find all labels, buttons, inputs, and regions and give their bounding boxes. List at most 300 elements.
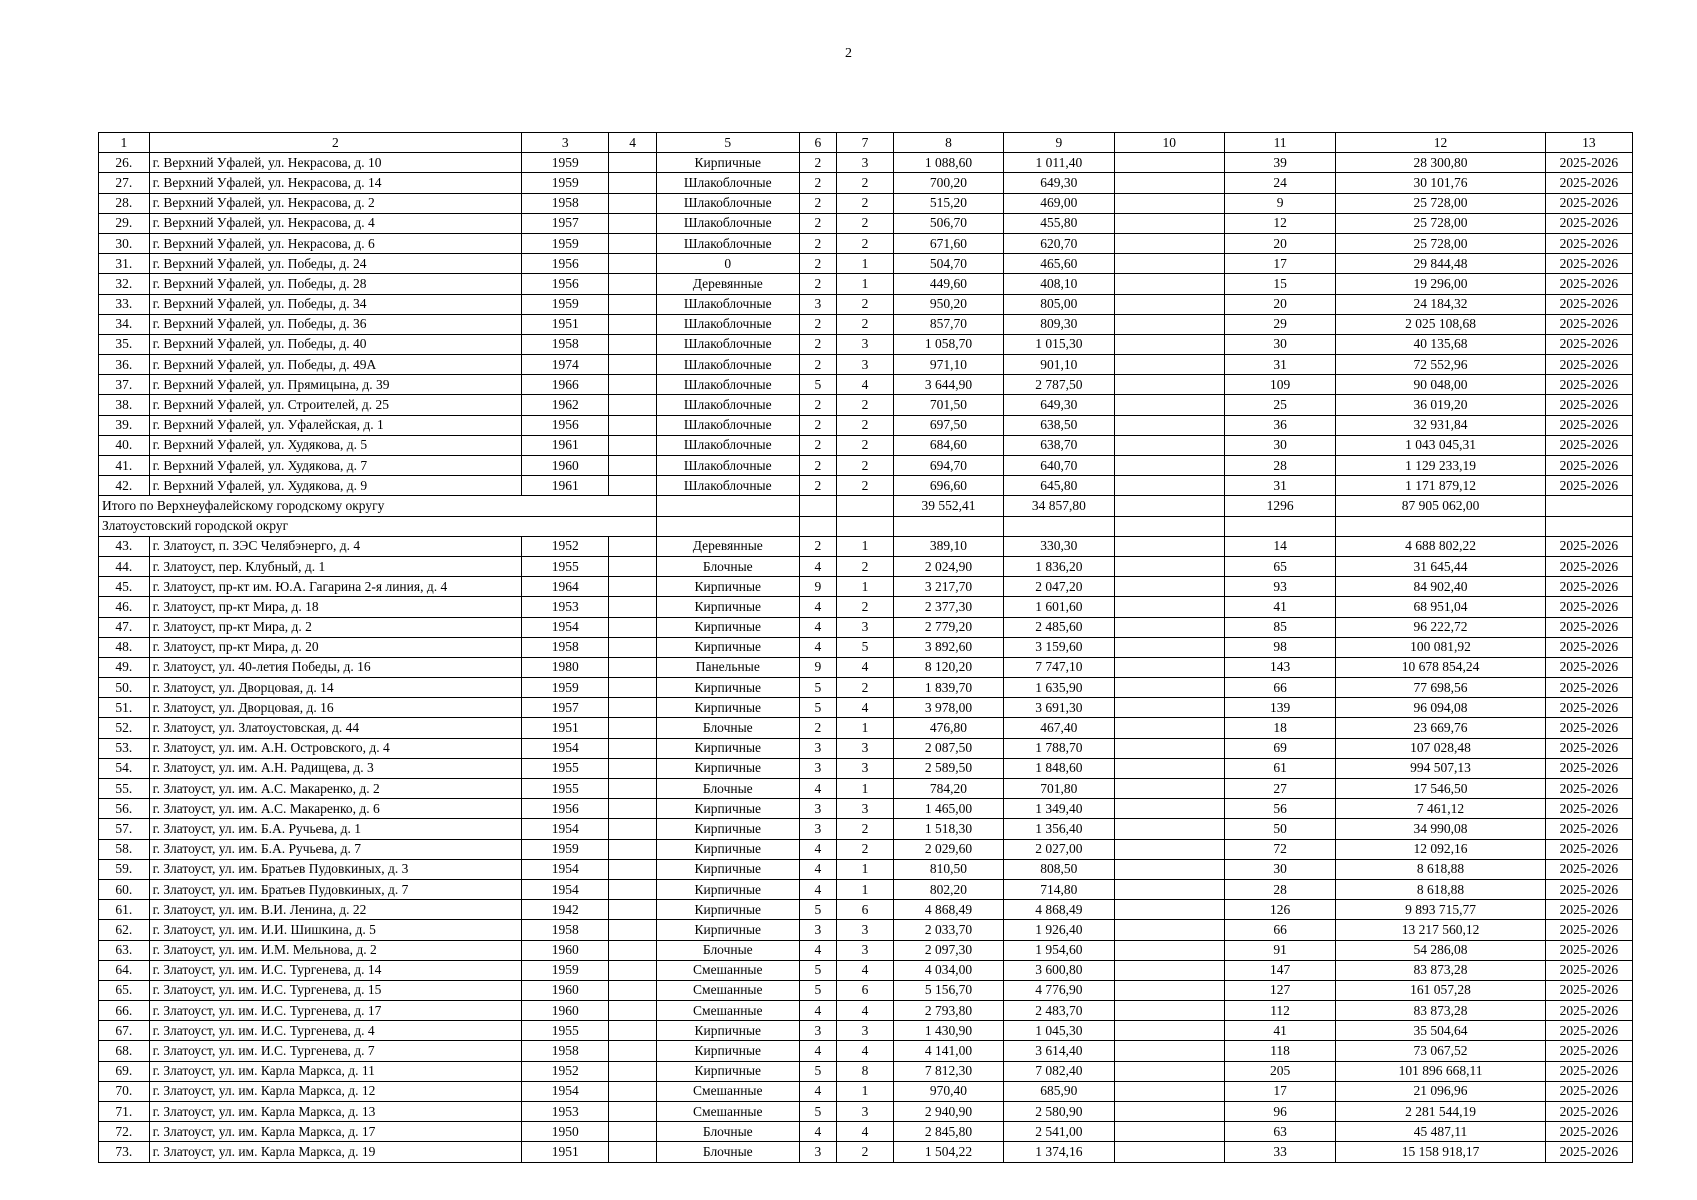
table-row xyxy=(99,254,1633,274)
address-cell: г. Верхний Уфалей, ул. Некрасова, д. 6 xyxy=(149,233,522,253)
wall-material-cell: Блочные xyxy=(656,718,799,738)
col4-cell xyxy=(609,193,657,213)
col10-cell xyxy=(1114,779,1224,799)
cost-cell: 4 688 802,22 xyxy=(1336,536,1546,556)
total-area-cell: 970,40 xyxy=(893,1081,1003,1101)
col10-cell xyxy=(1114,819,1224,839)
period-cell: 2025-2026 xyxy=(1545,556,1632,576)
living-area-cell: 408,10 xyxy=(1004,274,1114,294)
row-number-cell: 56. xyxy=(99,799,150,819)
entrances-cell: 2 xyxy=(837,556,894,576)
period-cell: 2025-2026 xyxy=(1545,173,1632,193)
total-area-cell: 2 779,20 xyxy=(893,617,1003,637)
address-cell: г. Верхний Уфалей, ул. Некрасова, д. 4 xyxy=(149,213,522,233)
total-area-cell: 802,20 xyxy=(893,879,1003,899)
cost-cell: 77 698,56 xyxy=(1336,678,1546,698)
col10-cell xyxy=(1114,213,1224,233)
period-cell: 2025-2026 xyxy=(1545,435,1632,455)
wall-material-cell: Шлакоблочные xyxy=(656,375,799,395)
page-number: 2 xyxy=(845,46,852,61)
living-area-cell: 1 788,70 xyxy=(1004,738,1114,758)
residents-cell: 98 xyxy=(1224,637,1335,657)
cost-cell: 23 669,76 xyxy=(1336,718,1546,738)
floors-cell: 4 xyxy=(799,637,836,657)
floors-cell: 2 xyxy=(799,718,836,738)
row-number-cell: 30. xyxy=(99,233,150,253)
cost-cell: 15 158 918,17 xyxy=(1336,1142,1546,1162)
row-number-cell: 34. xyxy=(99,314,150,334)
cost-cell: 2 281 544,19 xyxy=(1336,1102,1546,1122)
period-cell: 2025-2026 xyxy=(1545,1061,1632,1081)
cost-cell: 90 048,00 xyxy=(1336,375,1546,395)
column-number: 7 xyxy=(837,133,894,153)
table-row xyxy=(99,657,1633,677)
entrances-cell: 4 xyxy=(837,1122,894,1142)
total-area-cell: 4 141,00 xyxy=(893,1041,1003,1061)
entrances-cell: 6 xyxy=(837,980,894,1000)
entrances-cell: 3 xyxy=(837,1021,894,1041)
subtotal-living-area: 34 857,80 xyxy=(1004,496,1114,516)
entrances-cell: 2 xyxy=(837,678,894,698)
col10-cell xyxy=(1114,859,1224,879)
entrances-cell: 2 xyxy=(837,456,894,476)
total-area-cell: 2 377,30 xyxy=(893,597,1003,617)
address-cell: г. Верхний Уфалей, ул. Победы, д. 49А xyxy=(149,355,522,375)
wall-material-cell: Кирпичные xyxy=(656,153,799,173)
wall-material-cell: Кирпичные xyxy=(656,900,799,920)
col4-cell xyxy=(609,758,657,778)
entrances-cell: 3 xyxy=(837,920,894,940)
living-area-cell: 1 045,30 xyxy=(1004,1021,1114,1041)
year-built-cell: 1959 xyxy=(522,839,609,859)
col10-cell xyxy=(1114,900,1224,920)
period-cell: 2025-2026 xyxy=(1545,718,1632,738)
year-built-cell: 1951 xyxy=(522,718,609,738)
row-number-cell: 35. xyxy=(99,334,150,354)
row-number-cell: 64. xyxy=(99,960,150,980)
address-cell: г. Златоуст, ул. им. Карла Маркса, д. 12 xyxy=(149,1081,522,1101)
cost-cell: 19 296,00 xyxy=(1336,274,1546,294)
period-cell: 2025-2026 xyxy=(1545,1041,1632,1061)
col10-cell xyxy=(1114,193,1224,213)
year-built-cell: 1954 xyxy=(522,859,609,879)
floors-cell: 9 xyxy=(799,657,836,677)
residents-cell: 17 xyxy=(1224,254,1335,274)
residents-cell: 20 xyxy=(1224,233,1335,253)
residents-cell: 28 xyxy=(1224,879,1335,899)
year-built-cell: 1951 xyxy=(522,1142,609,1162)
living-area-cell: 1 635,90 xyxy=(1004,678,1114,698)
floors-cell: 4 xyxy=(799,859,836,879)
living-area-cell: 7 747,10 xyxy=(1004,657,1114,677)
col10-cell xyxy=(1114,960,1224,980)
cost-cell: 100 081,92 xyxy=(1336,637,1546,657)
table-row xyxy=(99,859,1633,879)
address-cell: г. Верхний Уфалей, ул. Победы, д. 24 xyxy=(149,254,522,274)
col4-cell xyxy=(609,577,657,597)
row-number-cell: 42. xyxy=(99,476,150,496)
row-number-cell: 32. xyxy=(99,274,150,294)
col10-cell xyxy=(1114,1061,1224,1081)
col10-cell xyxy=(1114,1041,1224,1061)
address-cell: г. Златоуст, п. ЗЭС Челябэнерго, д. 4 xyxy=(149,536,522,556)
wall-material-cell: Шлакоблочные xyxy=(656,456,799,476)
year-built-cell: 1953 xyxy=(522,597,609,617)
subtotal-row xyxy=(99,496,1633,516)
total-area-cell: 950,20 xyxy=(893,294,1003,314)
col4-cell xyxy=(609,334,657,354)
address-cell: г. Златоуст, пр-кт Мира, д. 2 xyxy=(149,617,522,637)
table-row xyxy=(99,536,1633,556)
col4-cell xyxy=(609,415,657,435)
col10-cell xyxy=(1114,1021,1224,1041)
total-area-cell: 3 892,60 xyxy=(893,637,1003,657)
address-cell: г. Златоуст, пер. Клубный, д. 1 xyxy=(149,556,522,576)
period-cell: 2025-2026 xyxy=(1545,334,1632,354)
residents-cell: 109 xyxy=(1224,375,1335,395)
period-cell: 2025-2026 xyxy=(1545,758,1632,778)
table-row xyxy=(99,213,1633,233)
col4-cell xyxy=(609,213,657,233)
wall-material-cell: Смешанные xyxy=(656,980,799,1000)
row-number-cell: 69. xyxy=(99,1061,150,1081)
address-cell: г. Златоуст, ул. им. Карла Маркса, д. 11 xyxy=(149,1061,522,1081)
living-area-cell: 1 601,60 xyxy=(1004,597,1114,617)
total-area-cell: 971,10 xyxy=(893,355,1003,375)
period-cell: 2025-2026 xyxy=(1545,678,1632,698)
wall-material-cell: Деревянные xyxy=(656,536,799,556)
col4-cell xyxy=(609,819,657,839)
total-area-cell: 2 097,30 xyxy=(893,940,1003,960)
year-built-cell: 1955 xyxy=(522,1021,609,1041)
living-area-cell: 714,80 xyxy=(1004,879,1114,899)
row-number-cell: 45. xyxy=(99,577,150,597)
col4-cell xyxy=(609,718,657,738)
section-title: Златоустовский городской округ xyxy=(99,516,657,536)
floors-cell: 2 xyxy=(799,233,836,253)
entrances-cell: 2 xyxy=(837,435,894,455)
column-number: 8 xyxy=(893,133,1003,153)
cost-cell: 30 101,76 xyxy=(1336,173,1546,193)
col10-cell xyxy=(1114,1001,1224,1021)
period-cell: 2025-2026 xyxy=(1545,637,1632,657)
column-number-row xyxy=(99,133,1633,153)
table-row xyxy=(99,839,1633,859)
total-area-cell: 4 034,00 xyxy=(893,960,1003,980)
column-number: 13 xyxy=(1545,133,1632,153)
col4-cell xyxy=(609,839,657,859)
period-cell: 2025-2026 xyxy=(1545,213,1632,233)
entrances-cell: 1 xyxy=(837,879,894,899)
address-cell: г. Златоуст, ул. им. И.С. Тургенева, д. 15 xyxy=(149,980,522,1000)
section-header-row xyxy=(99,516,1633,536)
total-area-cell: 2 029,60 xyxy=(893,839,1003,859)
total-area-cell: 2 087,50 xyxy=(893,738,1003,758)
living-area-cell: 2 027,00 xyxy=(1004,839,1114,859)
period-cell: 2025-2026 xyxy=(1545,617,1632,637)
floors-cell: 2 xyxy=(799,173,836,193)
entrances-cell: 3 xyxy=(837,940,894,960)
col10-cell xyxy=(1114,254,1224,274)
address-cell: г. Златоуст, ул. им. Братьев Пудовкиных, д. 7 xyxy=(149,879,522,899)
residents-cell: 28 xyxy=(1224,456,1335,476)
year-built-cell: 1955 xyxy=(522,779,609,799)
table-row xyxy=(99,314,1633,334)
entrances-cell: 4 xyxy=(837,1041,894,1061)
table-row xyxy=(99,940,1633,960)
cost-cell: 1 043 045,31 xyxy=(1336,435,1546,455)
year-built-cell: 1954 xyxy=(522,879,609,899)
col4-cell xyxy=(609,536,657,556)
year-built-cell: 1954 xyxy=(522,617,609,637)
address-cell: г. Златоуст, ул. им. Карла Маркса, д. 19 xyxy=(149,1142,522,1162)
floors-cell: 4 xyxy=(799,940,836,960)
entrances-cell: 2 xyxy=(837,476,894,496)
residents-cell: 15 xyxy=(1224,274,1335,294)
cost-cell: 83 873,28 xyxy=(1336,1001,1546,1021)
table-row xyxy=(99,375,1633,395)
address-cell: г. Златоуст, ул. им. Братьев Пудовкиных, д. 3 xyxy=(149,859,522,879)
entrances-cell: 5 xyxy=(837,637,894,657)
wall-material-cell: Шлакоблочные xyxy=(656,233,799,253)
residents-cell: 29 xyxy=(1224,314,1335,334)
floors-cell: 2 xyxy=(799,213,836,233)
floors-cell: 4 xyxy=(799,839,836,859)
col10-cell xyxy=(1114,980,1224,1000)
wall-material-cell: Шлакоблочные xyxy=(656,193,799,213)
address-cell: г. Златоуст, ул. Дворцовая, д. 14 xyxy=(149,678,522,698)
address-cell: г. Верхний Уфалей, ул. Некрасова, д. 14 xyxy=(149,173,522,193)
wall-material-cell: Кирпичные xyxy=(656,1041,799,1061)
col4-cell xyxy=(609,1041,657,1061)
row-number-cell: 73. xyxy=(99,1142,150,1162)
residents-cell: 41 xyxy=(1224,1021,1335,1041)
address-cell: г. Верхний Уфалей, ул. Уфалейская, д. 1 xyxy=(149,415,522,435)
residents-cell: 56 xyxy=(1224,799,1335,819)
year-built-cell: 1954 xyxy=(522,819,609,839)
cost-cell: 72 552,96 xyxy=(1336,355,1546,375)
address-cell: г. Златоуст, ул. им. В.И. Ленина, д. 22 xyxy=(149,900,522,920)
residents-cell: 27 xyxy=(1224,779,1335,799)
column-number: 12 xyxy=(1336,133,1546,153)
year-built-cell: 1951 xyxy=(522,314,609,334)
period-cell: 2025-2026 xyxy=(1545,657,1632,677)
cost-cell: 12 092,16 xyxy=(1336,839,1546,859)
entrances-cell: 1 xyxy=(837,779,894,799)
cost-cell: 83 873,28 xyxy=(1336,960,1546,980)
cost-cell: 28 300,80 xyxy=(1336,153,1546,173)
col10-cell xyxy=(1114,334,1224,354)
living-area-cell: 2 483,70 xyxy=(1004,1001,1114,1021)
table-row xyxy=(99,718,1633,738)
entrances-cell: 1 xyxy=(837,254,894,274)
row-number-cell: 31. xyxy=(99,254,150,274)
period-cell: 2025-2026 xyxy=(1545,355,1632,375)
floors-cell: 4 xyxy=(799,1041,836,1061)
wall-material-cell: Шлакоблочные xyxy=(656,334,799,354)
year-built-cell: 1960 xyxy=(522,456,609,476)
address-cell: г. Верхний Уфалей, ул. Прямицына, д. 39 xyxy=(149,375,522,395)
floors-cell: 3 xyxy=(799,920,836,940)
cost-cell: 1 171 879,12 xyxy=(1336,476,1546,496)
address-cell: г. Верхний Уфалей, ул. Победы, д. 36 xyxy=(149,314,522,334)
residents-cell: 9 xyxy=(1224,193,1335,213)
col4-cell xyxy=(609,799,657,819)
table-row xyxy=(99,153,1633,173)
floors-cell: 2 xyxy=(799,355,836,375)
col4-cell xyxy=(609,294,657,314)
year-built-cell: 1957 xyxy=(522,213,609,233)
year-built-cell: 1959 xyxy=(522,153,609,173)
year-built-cell: 1959 xyxy=(522,294,609,314)
col4-cell xyxy=(609,233,657,253)
table-row xyxy=(99,1001,1633,1021)
address-cell: г. Верхний Уфалей, ул. Худякова, д. 5 xyxy=(149,435,522,455)
row-number-cell: 29. xyxy=(99,213,150,233)
floors-cell: 2 xyxy=(799,476,836,496)
floors-cell: 3 xyxy=(799,819,836,839)
year-built-cell: 1959 xyxy=(522,173,609,193)
table-row xyxy=(99,678,1633,698)
table-row xyxy=(99,1102,1633,1122)
period-cell: 2025-2026 xyxy=(1545,1142,1632,1162)
total-area-cell: 2 793,80 xyxy=(893,1001,1003,1021)
wall-material-cell: Смешанные xyxy=(656,1102,799,1122)
address-cell: г. Златоуст, ул. 40-летия Победы, д. 16 xyxy=(149,657,522,677)
col4-cell xyxy=(609,657,657,677)
col10-cell xyxy=(1114,1102,1224,1122)
wall-material-cell: Кирпичные xyxy=(656,1061,799,1081)
floors-cell: 5 xyxy=(799,698,836,718)
residents-cell: 30 xyxy=(1224,859,1335,879)
subtotal-total-area: 39 552,41 xyxy=(893,496,1003,516)
table-row xyxy=(99,1041,1633,1061)
col4-cell xyxy=(609,476,657,496)
column-number: 4 xyxy=(609,133,657,153)
address-cell: г. Златоуст, пр-кт им. Ю.А. Гагарина 2-я линия, д. 4 xyxy=(149,577,522,597)
entrances-cell: 3 xyxy=(837,617,894,637)
cost-cell: 994 507,13 xyxy=(1336,758,1546,778)
period-cell: 2025-2026 xyxy=(1545,415,1632,435)
row-number-cell: 38. xyxy=(99,395,150,415)
period-cell: 2025-2026 xyxy=(1545,779,1632,799)
floors-cell: 4 xyxy=(799,1122,836,1142)
residents-cell: 33 xyxy=(1224,1142,1335,1162)
residents-cell: 93 xyxy=(1224,577,1335,597)
floors-cell: 2 xyxy=(799,456,836,476)
row-number-cell: 65. xyxy=(99,980,150,1000)
row-number-cell: 44. xyxy=(99,556,150,576)
living-area-cell: 4 776,90 xyxy=(1004,980,1114,1000)
col10-cell xyxy=(1114,476,1224,496)
row-number-cell: 60. xyxy=(99,879,150,899)
residents-cell: 147 xyxy=(1224,960,1335,980)
entrances-cell: 4 xyxy=(837,960,894,980)
address-cell: г. Златоуст, ул. им. И.И. Шишкина, д. 5 xyxy=(149,920,522,940)
row-number-cell: 28. xyxy=(99,193,150,213)
col4-cell xyxy=(609,274,657,294)
wall-material-cell: Шлакоблочные xyxy=(656,415,799,435)
total-area-cell: 857,70 xyxy=(893,314,1003,334)
address-cell: г. Златоуст, ул. им. А.Н. Островского, д. 4 xyxy=(149,738,522,758)
residents-cell: 30 xyxy=(1224,334,1335,354)
row-number-cell: 72. xyxy=(99,1122,150,1142)
col4-cell xyxy=(609,617,657,637)
table-row xyxy=(99,274,1633,294)
total-area-cell: 515,20 xyxy=(893,193,1003,213)
table-row xyxy=(99,900,1633,920)
col10-cell xyxy=(1114,375,1224,395)
year-built-cell: 1980 xyxy=(522,657,609,677)
col10-cell xyxy=(1114,1081,1224,1101)
year-built-cell: 1974 xyxy=(522,355,609,375)
floors-cell: 2 xyxy=(799,536,836,556)
column-number: 11 xyxy=(1224,133,1335,153)
residents-cell: 20 xyxy=(1224,294,1335,314)
wall-material-cell: Кирпичные xyxy=(656,839,799,859)
address-cell: г. Златоуст, ул. Дворцовая, д. 16 xyxy=(149,698,522,718)
row-number-cell: 27. xyxy=(99,173,150,193)
wall-material-cell: Шлакоблочные xyxy=(656,294,799,314)
col10-cell xyxy=(1114,698,1224,718)
address-cell: г. Златоуст, ул. им. Б.А. Ручьева, д. 7 xyxy=(149,839,522,859)
total-area-cell: 2 033,70 xyxy=(893,920,1003,940)
table-row xyxy=(99,879,1633,899)
living-area-cell: 620,70 xyxy=(1004,233,1114,253)
entrances-cell: 3 xyxy=(837,738,894,758)
living-area-cell: 901,10 xyxy=(1004,355,1114,375)
col4-cell xyxy=(609,738,657,758)
period-cell: 2025-2026 xyxy=(1545,536,1632,556)
col10-cell xyxy=(1114,597,1224,617)
row-number-cell: 52. xyxy=(99,718,150,738)
residents-cell: 31 xyxy=(1224,476,1335,496)
col4-cell xyxy=(609,153,657,173)
floors-cell: 2 xyxy=(799,395,836,415)
row-number-cell: 67. xyxy=(99,1021,150,1041)
year-built-cell: 1961 xyxy=(522,476,609,496)
cost-cell: 24 184,32 xyxy=(1336,294,1546,314)
cost-cell: 31 645,44 xyxy=(1336,556,1546,576)
table-row xyxy=(99,395,1633,415)
residents-cell: 72 xyxy=(1224,839,1335,859)
floors-cell: 2 xyxy=(799,334,836,354)
wall-material-cell: Блочные xyxy=(656,1142,799,1162)
subtotal-label: Итого по Верхнеуфалейскому городскому округу xyxy=(99,496,657,516)
table-row xyxy=(99,799,1633,819)
residents-cell: 126 xyxy=(1224,900,1335,920)
address-cell: г. Златоуст, ул. им. И.С. Тургенева, д. 17 xyxy=(149,1001,522,1021)
cost-cell: 29 844,48 xyxy=(1336,254,1546,274)
living-area-cell: 1 374,16 xyxy=(1004,1142,1114,1162)
living-area-cell: 7 082,40 xyxy=(1004,1061,1114,1081)
period-cell: 2025-2026 xyxy=(1545,294,1632,314)
row-number-cell: 47. xyxy=(99,617,150,637)
floors-cell: 3 xyxy=(799,294,836,314)
entrances-cell: 4 xyxy=(837,657,894,677)
wall-material-cell: Кирпичные xyxy=(656,819,799,839)
cost-cell: 25 728,00 xyxy=(1336,213,1546,233)
row-number-cell: 40. xyxy=(99,435,150,455)
residents-cell: 96 xyxy=(1224,1102,1335,1122)
living-area-cell: 805,00 xyxy=(1004,294,1114,314)
total-area-cell: 3 644,90 xyxy=(893,375,1003,395)
living-area-cell: 3 600,80 xyxy=(1004,960,1114,980)
residents-cell: 91 xyxy=(1224,940,1335,960)
wall-material-cell: Шлакоблочные xyxy=(656,173,799,193)
row-number-cell: 58. xyxy=(99,839,150,859)
total-area-cell: 1 504,22 xyxy=(893,1142,1003,1162)
